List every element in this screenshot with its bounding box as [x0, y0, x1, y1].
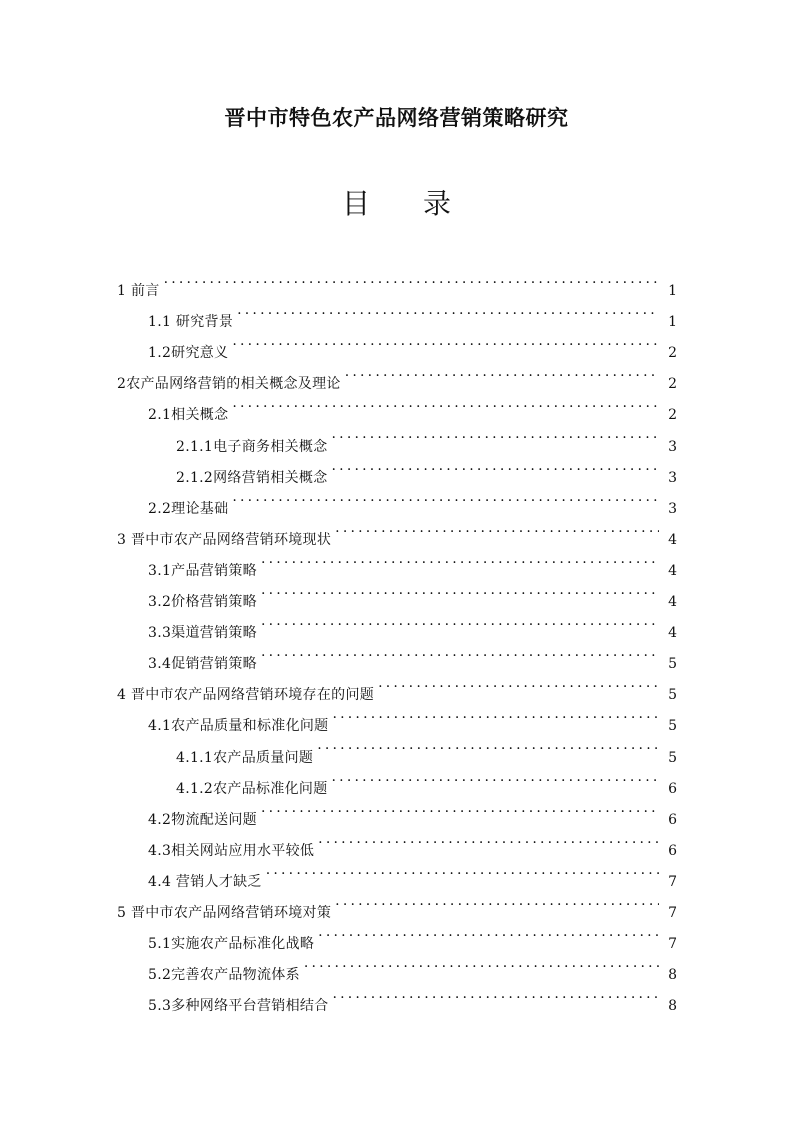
toc-page-number: 4 — [668, 625, 677, 642]
toc-page-number: 4 — [668, 531, 677, 548]
toc-entry-label: 2.1相关概念 — [148, 407, 229, 424]
toc-page-number: 5 — [668, 718, 677, 735]
toc-leader-dots — [318, 917, 659, 948]
toc-entry-label: 2.1.2网络营销相关概念 — [176, 469, 328, 486]
toc-page-number: 1 — [668, 314, 677, 331]
toc-page-number: 6 — [668, 780, 677, 797]
toc-entry-label: 5.2完善农产品物流体系 — [148, 967, 300, 984]
toc-entry-label: 1 前言 — [117, 283, 160, 300]
toc-entry-label: 3 晋中市农产品网络营销环境现状 — [117, 531, 332, 548]
toc-leader-dots — [317, 730, 659, 761]
toc-entry-label: 3.2价格营销策略 — [148, 594, 257, 611]
toc-entry-label: 4.1.1农产品质量问题 — [176, 749, 314, 766]
toc-page-number: 2 — [668, 345, 677, 362]
toc-page-number: 5 — [668, 656, 677, 673]
toc-entry-label: 5.1实施农产品标准化战略 — [148, 936, 315, 953]
toc-leader-dots — [237, 295, 659, 326]
document-title: 晋中市特色农产品网络营销策略研究 — [224, 106, 569, 130]
toc-leader-dots — [335, 513, 659, 544]
toc-leader-dots — [332, 762, 659, 793]
toc-leader-dots — [332, 419, 659, 450]
toc-page-number: 2 — [668, 376, 677, 393]
toc-page-number: 8 — [668, 998, 677, 1015]
toc-leader-dots — [266, 855, 659, 886]
toc-leader-dots — [318, 824, 659, 855]
toc-leader-dots — [261, 544, 659, 575]
toc-page-number: 7 — [668, 904, 677, 921]
toc-page-number: 8 — [668, 967, 677, 984]
toc-page-number: 5 — [668, 687, 677, 704]
toc-entry-label: 5.3多种网络平台营销相结合 — [148, 998, 329, 1015]
toc-entry-label: 5 晋中市农产品网络营销环境对策 — [117, 904, 332, 921]
toc-entry-label: 2农产品网络营销的相关概念及理论 — [117, 376, 341, 393]
toc-entry-label: 4 晋中市农产品网络营销环境存在的问题 — [117, 687, 375, 704]
toc-leader-dots — [378, 668, 659, 699]
toc-leader-dots — [304, 948, 659, 979]
toc-entry-label: 1.1 研究背景 — [148, 314, 234, 331]
toc-entry-label: 3.4促销营销策略 — [148, 656, 257, 673]
toc-leader-dots — [232, 326, 659, 357]
toc-page-number: 5 — [668, 749, 677, 766]
toc-page-number: 6 — [668, 842, 677, 859]
toc-entry-label: 2.1.1电子商务相关概念 — [176, 438, 328, 455]
toc-leader-dots — [332, 451, 659, 482]
toc-page-number: 6 — [668, 811, 677, 828]
toc-entry[interactable] — [117, 264, 677, 300]
toc-leader-dots — [232, 482, 659, 513]
toc-page-number: 3 — [668, 469, 677, 486]
toc-entry-label: 4.3相关网站应用水平较低 — [148, 842, 315, 859]
toc-entry-label: 3.3渠道营销策略 — [148, 625, 257, 642]
table-of-contents — [117, 264, 677, 1015]
toc-page-number: 4 — [668, 562, 677, 579]
toc-entry-label: 1.2研究意义 — [148, 345, 229, 362]
toc-leader-dots — [345, 357, 659, 388]
toc-leader-dots — [261, 606, 659, 637]
toc-page-number: 4 — [668, 594, 677, 611]
toc-leader-dots — [335, 886, 659, 917]
toc-entry-label: 4.4 营销人才缺乏 — [148, 873, 262, 890]
toc-leader-dots — [261, 793, 659, 824]
toc-page-number: 3 — [668, 500, 677, 517]
toc-heading: 目 录 — [342, 187, 473, 220]
toc-page-number: 3 — [668, 438, 677, 455]
toc-entry-label: 2.2理论基础 — [148, 500, 229, 517]
toc-entry-label: 4.1农产品质量和标准化问题 — [148, 718, 329, 735]
toc-page-number: 2 — [668, 407, 677, 424]
toc-leader-dots — [164, 264, 659, 295]
toc-page-number: 1 — [668, 283, 677, 300]
toc-page-number: 7 — [668, 936, 677, 953]
toc-leader-dots — [261, 637, 659, 668]
toc-leader-dots — [332, 699, 659, 730]
toc-entry-label: 4.2物流配送问题 — [148, 811, 257, 828]
toc-leader-dots — [332, 979, 659, 1010]
toc-page-number: 7 — [668, 873, 677, 890]
toc-leader-dots — [232, 388, 659, 419]
toc-entry-label: 4.1.2农产品标准化问题 — [176, 780, 328, 797]
toc-entry[interactable] — [117, 295, 677, 331]
toc-entry-label: 3.1产品营销策略 — [148, 562, 257, 579]
toc-leader-dots — [261, 575, 659, 606]
